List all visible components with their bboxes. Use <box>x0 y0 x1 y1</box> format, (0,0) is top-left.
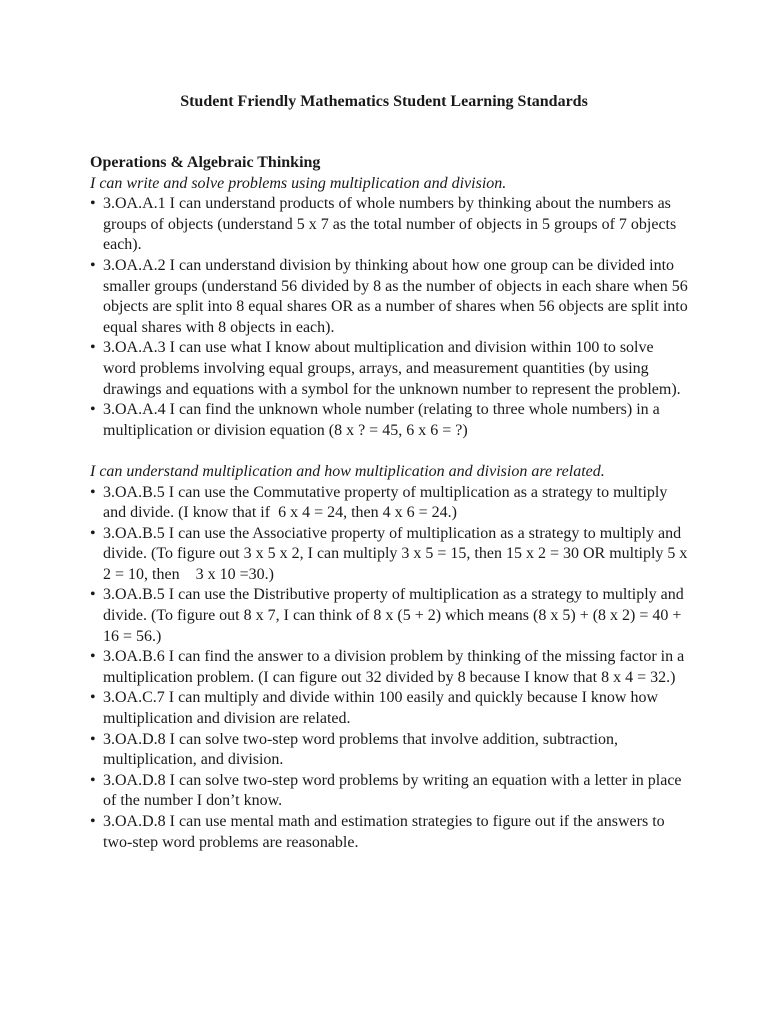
list-item-text: 3.OA.B.6 I can find the answer to a division problem by thinking of the missing factor in a multiplication problem. (I can figure out 32 divided by 8 because I know that 8 x 4 = 32.) <box>103 648 689 686</box>
list-item <box>90 483 690 524</box>
document-body <box>90 153 690 853</box>
list-item <box>90 338 690 400</box>
list-item-text: 3.OA.A.2 I can understand division by thinking about how one group can be divided into smaller groups (understand 56 divided by 8 as the number of objects in each share when 56 objects are split into 8 equal shares OR as a number of shares when 56 objects are split into equal shares with 8 objects in each). <box>103 256 692 336</box>
list-item-text: 3.OA.A.4 I can find the unknown whole number (relating to three whole numbers) in a multiplication or division equation (8 x ? = 45, 6 x 6 = ?) <box>103 401 664 439</box>
section-heading: Operations & Algebraic Thinking <box>90 154 321 171</box>
list-item <box>90 688 690 729</box>
list-item <box>90 647 690 688</box>
bullet-icon: • <box>90 771 96 789</box>
list-item <box>90 730 690 771</box>
list-item <box>90 256 690 338</box>
bullet-icon: • <box>90 813 96 830</box>
bullet-icon: • <box>90 401 96 419</box>
list-item-text: 3.OA.B.5 I can use the Associative property of multiplication as a strategy to multiply and divide. (To figure out 3 x 5 x 2, I can multiply 3 x 5 = 15, then 15 x 2 = 30 OR multiply 5 x 2 = 10, then 3 x 10 =30.) <box>103 524 692 583</box>
bullet-icon: • <box>90 256 96 274</box>
group2-intro: I can understand multiplication and how multiplication and division are related. <box>90 462 605 480</box>
list-item-text: 3.OA.B.5 I can use the Commutative property of multiplication as a strategy to multiply and divide. (I know that if 6 x 4 = 24, then 4 x 6 = 24.) <box>103 483 672 522</box>
bullet-icon: • <box>90 648 96 666</box>
list-item-text: 3.OA.A.3 I can use what I know about multiplication and division within 100 to solve word problems involving equal groups, arrays, and measurement quantities (by using drawings and equations with a symbol for the unknown number to represent the problem). <box>103 339 681 398</box>
group1-list <box>90 194 690 441</box>
bullet-icon: • <box>90 195 96 213</box>
document-title: Student Friendly Mathematics Student Learning Standards <box>180 93 588 110</box>
list-item <box>90 524 690 586</box>
list-item-text: 3.OA.D.8 I can solve two-step word problems that involve addition, subtraction, multiplication, and division. <box>103 730 623 769</box>
list-item-text: 3.OA.D.8 I can solve two-step word problems by writing an equation with a letter in place of the number I don’t know. <box>103 771 686 810</box>
group2-list <box>90 483 690 854</box>
list-item-text: 3.OA.A.1 I can understand products of whole numbers by thinking about the numbers as groups of objects (understand 5 x 7 as the total number of objects in 5 groups of 7 objects each). <box>103 195 681 254</box>
list-item-text: 3.OA.D.8 I can use mental math and estimation strategies to figure out if the answers to two-step word problems are reasonable. <box>103 813 669 851</box>
bullet-icon: • <box>90 339 96 357</box>
list-item <box>90 812 690 853</box>
list-item <box>90 771 690 812</box>
bullet-icon: • <box>90 483 96 501</box>
list-item <box>90 585 690 647</box>
group1-intro: I can write and solve problems using multiplication and division. <box>90 174 507 192</box>
bullet-icon: • <box>90 586 96 604</box>
bullet-icon: • <box>90 730 96 748</box>
list-item <box>90 194 690 256</box>
bullet-icon: • <box>90 689 96 707</box>
list-item <box>90 400 690 441</box>
list-item-text: 3.OA.C.7 I can multiply and divide within 100 easily and quickly because I know how multiplication and division are related. <box>103 689 663 728</box>
list-item-text: 3.OA.B.5 I can use the Distributive property of multiplication as a strategy to multiply and divide. (To figure out 8 x 7, I can think of 8 x (5 + 2) which means (8 x 5) + (8 x 2) = 40 + 16 = 56.) <box>103 586 688 645</box>
bullet-icon: • <box>90 524 96 542</box>
